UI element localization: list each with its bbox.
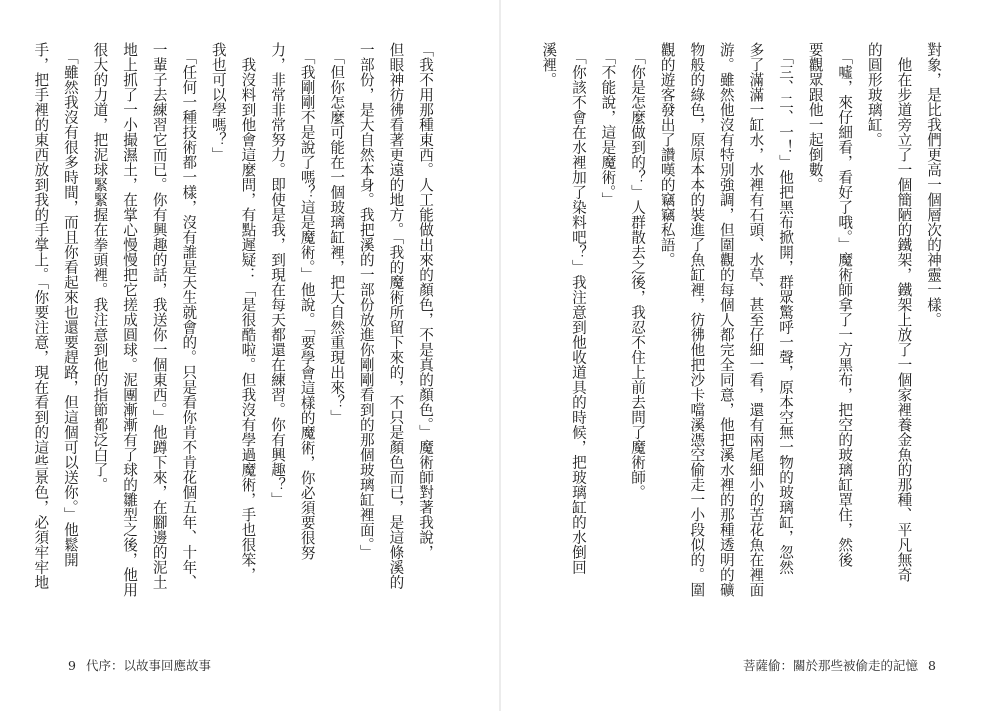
right-page-text-column: 的圓形玻璃缸。 [865,42,883,147]
right-page-number: 8 [928,658,936,673]
right-page-text-column: 多了滿滿一缸水，水裡有石頭、水草、甚至仔細一看，還有兩尾細小的苦花魚在裡面 [747,42,765,597]
left-page-text-column: 手，把手裡的東西放到我的手掌上。「你要注意，現在看到的這些景色，必須牢牢地 [32,42,50,590]
left-page-text-column: 「但你怎麼可能在一個玻璃缸裡，把大自然重現出來？」 [328,42,346,425]
left-page-text-column: 但眼神彷彿看著更遠的地方。「我的魔術所留下來的，不只是顏色而已，是這條溪的 [387,42,405,590]
left-page-text-column: 「任何一種技術都一樣，沒有誰是天生就會的。只是看你肯不肯花個五年、十年、 [180,42,198,590]
right-page-text-column: 溪裡。 [540,42,558,87]
right-page-text-column: 要觀眾跟他一起倒數。 [806,42,824,192]
right-page-text-column: 物般的綠色，原原本本的裝進了魚缸裡，彷彿他把沙卡噹溪憑空偷走一小段似的。圍 [688,42,706,597]
left-page-text-column: 我沒料到他會這麼問，有點遲疑：「是很酷啦。但我沒有學過魔術，手也很笨， [239,42,257,582]
right-page-text-column: 對象，是比我們更高一個層次的神靈一樣。 [925,42,942,327]
left-page-text-column: 「我剛剛不是說了嗎？這是魔術。」他說。「要學會這樣的魔術，你必須要很努 [298,42,316,561]
right-page-running-title: 菩薩偷：關於那些被偷走的記憶 [743,658,919,673]
right-page-text-column: 「你是怎麼做到的？」人群散去之後，我忍不住上前去問了魔術師。 [629,42,647,500]
left-page-text-column: 一部份，是大自然本身。我把溪的一部份放進你剛剛看到的那個玻璃缸裡面。」 [357,42,375,560]
left-page-footer [62,656,211,674]
right-page-footer [743,656,942,674]
right-page-text-column: 觀的遊客發出了讚嘆的竊竊私語。 [658,42,676,267]
left-page-text-column: 「我不用那種東西。人工能做出來的顏色，不是真的顏色。」魔術師對著我說， [417,42,434,560]
right-page-text-column: 「不能說，這是魔術。」 [599,42,617,208]
left-page-text-column: 力，非常非常努力。即使是我，到現在每天都還在練習。你有興趣？」 [269,42,287,507]
left-page-running-title: 代序：以故事回應故事 [85,658,211,673]
left-page-body-text [32,42,440,628]
right-page-text-column: 「三、二、一！」他把黑布掀開，群眾驚呼一聲，原本空無一物的玻璃缸，忽然 [777,42,795,575]
left-page-text-column: 「雖然我沒有很多時間，而且你看起來也還要趕路，但這個可以送你。」他鬆開 [61,42,79,568]
left-page-text-column: 我也可以學嗎？」 [209,42,227,162]
left-page-text-column: 一輩子去練習它而已。你有興趣的話，我送你一個東西。」他蹲下來，在腳邊的泥土 [150,42,168,590]
right-page-text-column: 「噓，來仔細看，看好了哦。」魔術師拿了一方黑布，把空的玻璃缸罩住，然後 [836,42,854,568]
right-page-text-column: 他在步道旁立了一個簡陋的鐵架，鐵架上放了一個家裡養金魚的那種、平凡無奇 [895,42,913,582]
right-page-text-column: 「你該不會在水裡加了染料吧？」我注意到他收道具的時候，把玻璃缸的水倒回 [569,42,587,575]
left-page-text-column: 很大的力道，把泥球緊緊握在拳頭裡。我注意到他的指節都泛白了。 [91,42,109,492]
right-page-text-column: 游。雖然他沒有特別強調，但圍觀的每個人都完全同意，他把溪水裡的那種透明的礦 [717,42,735,597]
right-page-body-text [540,42,948,628]
right-page [500,0,1000,711]
left-page-text-column: 地上抓了一小撮濕土，在掌心慢慢把它搓成圓球。泥團漸漸有了球的雛型之後，他用 [121,42,139,597]
left-page-number: 9 [68,658,76,673]
